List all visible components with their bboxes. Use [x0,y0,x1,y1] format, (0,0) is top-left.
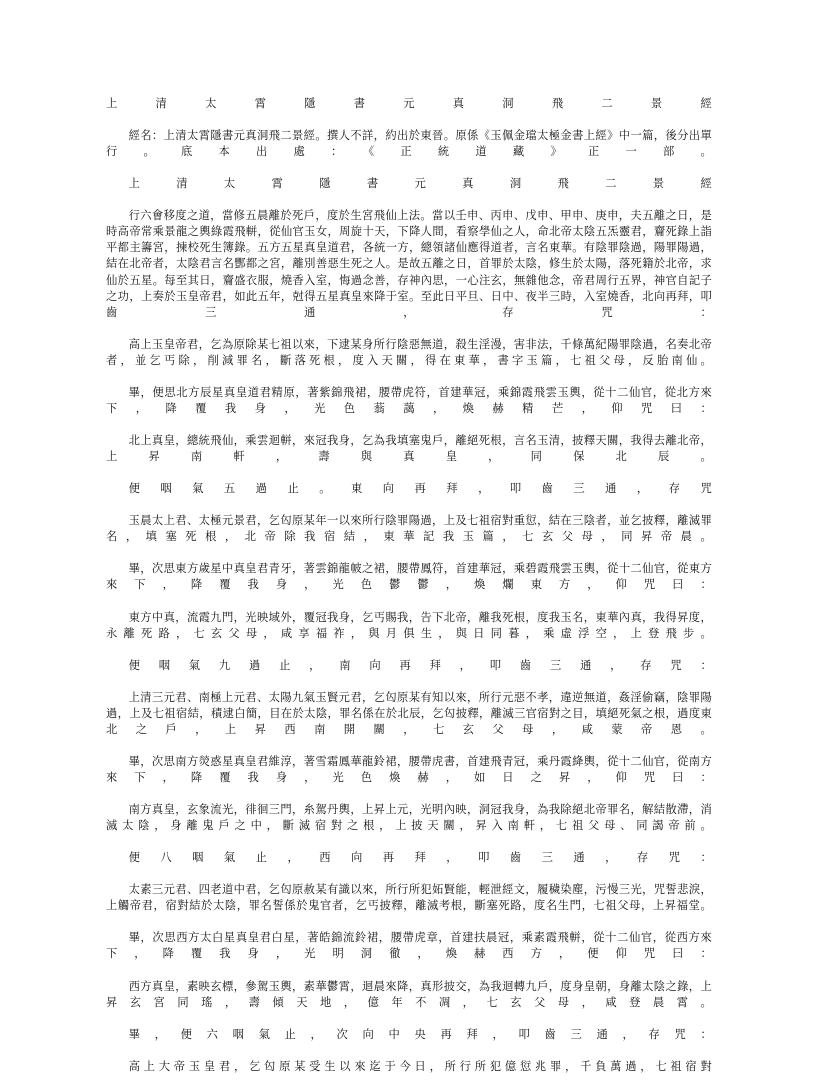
document-body [106,96,712,1091]
paragraph-jade-emperor-invocation: 高上玉皇帝君，乞為原除某七祖以來，下逮某身所行陰惡無道，殺生淫漫，害非法，千條萬紀陽罪陰過，名奏北帝者，並乞丐除，削減罪名，斷落死根，度入天關，得在東華，書字玉篇，七祖父母，反胎南仙。 [106,337,712,367]
paragraph-south-invocation: 上清三元君、南極上元君、太陽九氣玉賢元君，乞匃原某有知以來，所行元惡不孝，違逆無道，姦淫偷竊，陰罪陽過，上及七祖宿結，積逮白簡，目在於太陰，罪名係在於北辰，乞匃披釋，離滅三官宿對之目，填絕死氣之根，過度東北之戶，上昇西南開關，七玄父母，咸蒙帝恩。 [106,690,712,736]
paragraph-north-visualization: 畢，便思北方辰星真皇道君精原，著紫錦飛裙，腰帶虎符，首建華冠，乘錦霞飛雲玉輿，從十二仙官，從北方來下，降覆我身，光色蓊藹，煥赫精芒，仰咒曰： [106,385,712,415]
paragraph-north-spell: 北上真皇，總統飛仙，乘雲迴軿，來冠我身，乞為我填塞鬼戶，離絕死根，言名玉清，披釋天關，我得去離北帝，上昇南軒，壽與真皇，同保北辰。 [106,433,712,464]
paragraph-west-visualization: 畢，次思西方太白星真皇君白星，著皓錦流鈴裙，腰帶虎章，首建扶晨冠，乘素霞飛軿，從十二仙官，從西方來下，降覆我身，光明洞徹，煥赫西方，便仰咒曰： [106,931,712,961]
paragraph-north-breath-instruction: 便咽氣五過止。東向再拜，叩齒三通，存咒 [128,482,712,496]
paragraph-west-spell: 西方真皇，素映玄標，參駕玉輿，素華鬱霄，迴晨來降，真形披交，為我迴轉九戶，度身皇朝，身離太陰之錄，上昇玄宮同瑤，壽傾天地，億年不凋，七玄父母，咸登晨霄。 [106,979,712,1009]
paragraph-south-visualization: 畢，次思南方熒惑星真皇君維淳，著雪霜鳳華龍鈴裙，腰帶虎書，首建飛青冠，乘丹霞絳輿，從十二仙官，從南方來下，降覆我身，光色煥赫，如日之昇，仰咒曰： [106,754,712,784]
paragraph-method-opening: 行六會移度之道，當修五晨離於死戶，度於生宮飛仙上法。當以壬申、丙申、戊申、甲申、庚申，夫五離之日，是時高帝常乘景龍之輿綠霞飛軿，從仙官玉女，周旋十天，下降人間，看察學仙之人，命北帝太陰五炁靈君，齎死錄上詣平都主籌宮，揀校死生簿錄。五方五星真皇道君，各統一方，總領諸仙應得道者，言名東華。有陰罪陰過，陽罪陽過，結在北帝者，太陰君言名酆都之宮，離別善惡生死之人。是故五離之日，首罪於太陰，修生於太陽，落死籍於北帝，求仙於五星。每至其日，齎盛衣服，燒香入室，悔過念善，存神內思，一心注玄，無雜他念，帝君周行五界，神官自記子之功，上奏於玉皇帝君，如此五年，尅得五星真皇來降于室。至此日平旦、日中、夜半三時，入室燒香，北向再拜，叩齒三通，存咒： [106,209,712,319]
paragraph-east-spell: 東方中真，流霞九門，光映域外，覆冠我身，乞丐賜我，告下北帝，離我死根，度我玉名，東華內真，我得昇度，永離死路，七玄父母，咸享福祚，與月俱生，與日同暮，乘虛浮空，上登飛步。 [106,610,712,640]
paragraph-south-breath-instruction: 便咽氣九過止，南向再拜，叩齒三通，存咒： [128,658,712,672]
paragraph-west-invocation: 太素三元君、四老道中君，乞匃原赦某有識以來，所行所犯妬賢能，輕泄經文，履穢染塵，污慢三光，咒誓悲淚，上觸帝君，宿對結於太陰，罪名誓係於鬼官者，乞丐披釋，離滅考根，斷塞死路，度名生門，七祖父母，上昇福堂。 [106,883,712,913]
paragraph-east-visualization: 畢，次思東方歲星中真皇君青牙，著雲錦龍帔之裙，腰帶鳳符，首建華冠，乘碧霞飛雲玉輿，從十二仙官，從東方來下，降覆我身，光色鬱鬱，煥爛東方，仰咒曰： [106,562,712,592]
paragraph-inner-title: 上清太霄隱書元真洞飛二景經 [128,177,712,191]
paragraph-bibliographic-note: 經名：上清太霄隱書元真洞飛二景經。撰人不詳，約出於東晉。原係《玉佩金璫太極金書上經》中一篇，後分出單行。底本出處：《正統道藏》正一部。 [106,129,712,159]
paragraph-east-invocation: 玉晨太上君、太極元景君，乞匃原某年一以來所行陰罪陽過，上及七祖宿對重愆，結在三陰者，並乞披釋，離滅罪名，填塞死根，北帝除我宿結，東華記我玉篇，七玄父母，同昇帝晨。 [106,514,712,544]
paragraph-south-spell: 南方真皇，玄象流光，徘徊三門，糸駕丹輿，上昇上元，光明內映，洞冠我身，為我除絕北帝罪名，解結散滯，消滅太陰，身離鬼戶之中，斷滅宿對之根，上披天關，昇入南軒，七祖父母、同謁帝前。 [106,803,712,833]
paragraph-west-breath-instruction: 便八咽氣止，西向再拜，叩齒三通，存咒： [128,851,712,865]
paragraph-title-heading: 上清太霄隱書元真洞飛二景經 [106,97,712,110]
paragraph-center-breath-instruction: 畢，便六咽氣止，次向中央再拜，叩齒三通，存咒： [128,1027,712,1041]
paragraph-center-invocation: 高上大帝玉皇君，乞匃原某受生以來迄于今日，所行所犯億愆兆罪，千負萬過，七祖宿對 [128,1059,712,1073]
